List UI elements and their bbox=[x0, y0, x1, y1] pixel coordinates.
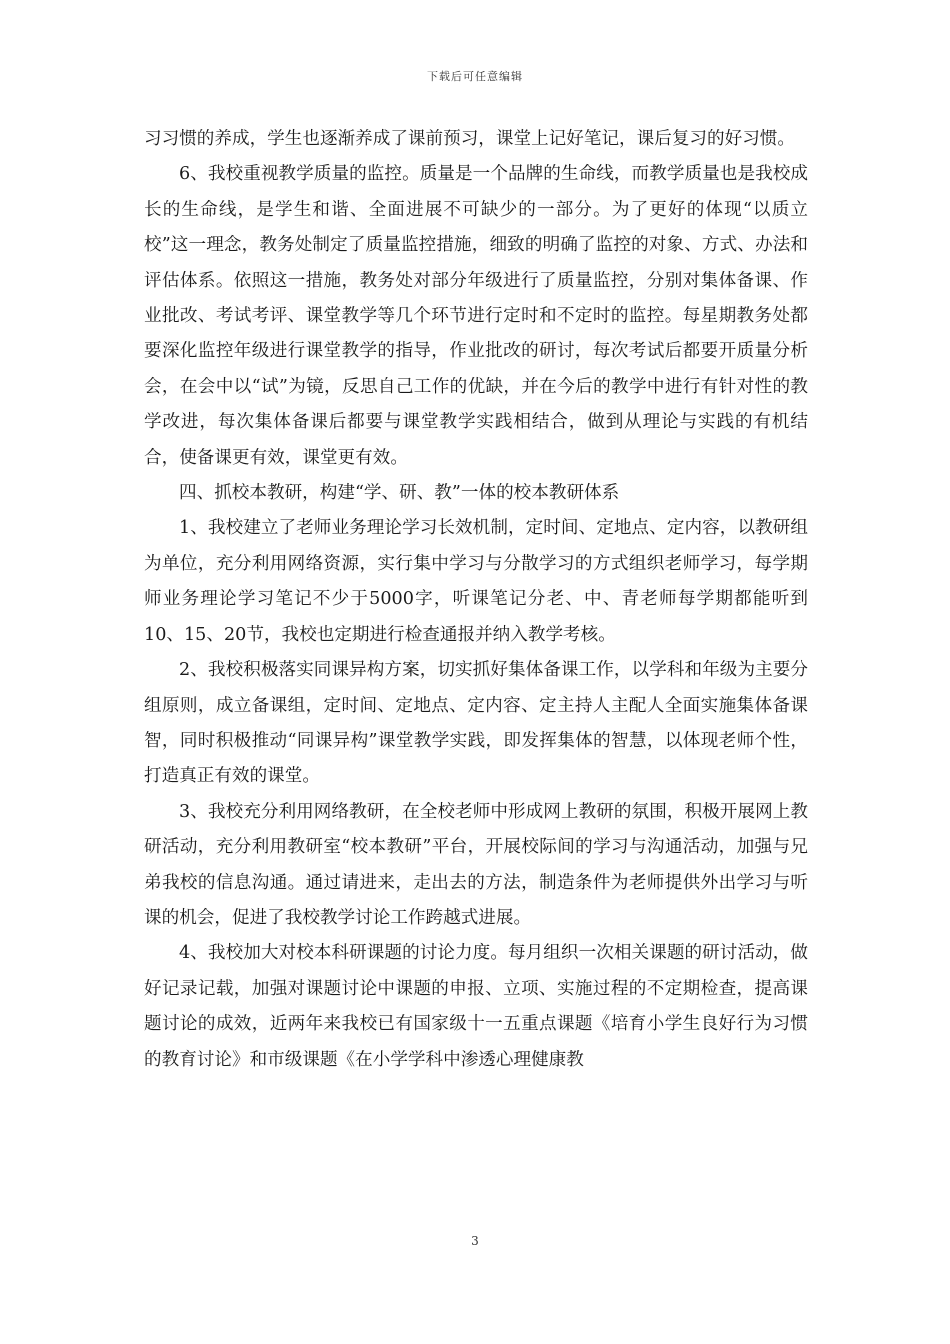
paragraph-lesson-planning: 2、我校积极落实同课异构方案，切实抓好集体备课工作，以学科和年级为主要分组原则，成立备课组，定时间、定地点、定内容、定主持人主配人全面实施集体备课智，同时积极推动“同课异构”课堂教学实践，即发挥集体的智慧，以体现老师个性，打造真正有效的课堂。 bbox=[144, 660, 808, 787]
paragraph-study-mechanism: 1、我校建立了老师业务理论学习长效机制，定时间、定地点、定内容，以教研组为单位，充分利用网络资源，实行集中学习与分散学习的方式组织老师学习，每学期师业务理论学习笔记不少于5000字，听课笔记分老、中、青老师每学期都能听到10、15、20节，我校也定期进行检查通报并纳入教学考核。 bbox=[144, 518, 808, 645]
paragraph-quality-monitoring: 6、我校重视教学质量的监控。质量是一个品牌的生命线，而教学质量也是我校成长的生命线，是学生和谐、全面进展不可缺少的一部分。为了更好的体现“以质立校”这一理念，教务处制定了质量监控措施，细致的明确了监控的对象、方式、办法和评估体系。依照这一措施，教务处对部分年级进行了质量监控，分别对集体备课、作业批改、考试考评、课堂教学等几个环节进行定时和不定时的监控。每星期教务处都要深化监控年级进行课堂教学的指导，作业批改的研讨，每次考试后都要开质量分析会，在会中以“试”为镜，反思自己工作的优缺，并在今后的教学中进行有针对性的教学改进，每次集体备课后都要与课堂教学实践相结合，做到从理论与实践的有机结合，使备课更有效，课堂更有效。 bbox=[144, 164, 808, 468]
paragraph-habits-continued: 习习惯的养成，学生也逐渐养成了课前预习，课堂上记好笔记，课后复习的好习惯。 bbox=[144, 129, 795, 149]
page-header: 下载后可任意编辑 bbox=[427, 70, 523, 83]
section-heading-school-research: 四、抓校本教研，构建“学、研、教”一体的校本教研体系 bbox=[179, 483, 620, 504]
paragraph-online-research: 3、我校充分利用网络教研，在全校老师中形成网上教研的氛围，积极开展网上教研活动，充分利用教研室“校本教研”平台，开展校际间的学习与沟通活动，加强与兄弟我校的信息沟通。通过请进来，走出去的方法，制造条件为老师提供外出学习与听课的机会，促进了我校教学讨论工作跨越式进展。 bbox=[144, 801, 808, 928]
page-number: 3 bbox=[471, 1234, 479, 1248]
document-body bbox=[144, 122, 808, 1078]
paragraph-research-projects: 4、我校加大对校本科研课题的讨论力度。每月组织一次相关课题的研讨活动，做好记录记载，加强对课题讨论中课题的申报、立项、实施过程的不定期检查，提高课题讨论的成效，近两年来我校已有国家级十一五重点课题《培育小学生良好行为习惯的教育讨论》和市级课题《在小学学科中渗透心理健康教 bbox=[144, 943, 808, 1070]
